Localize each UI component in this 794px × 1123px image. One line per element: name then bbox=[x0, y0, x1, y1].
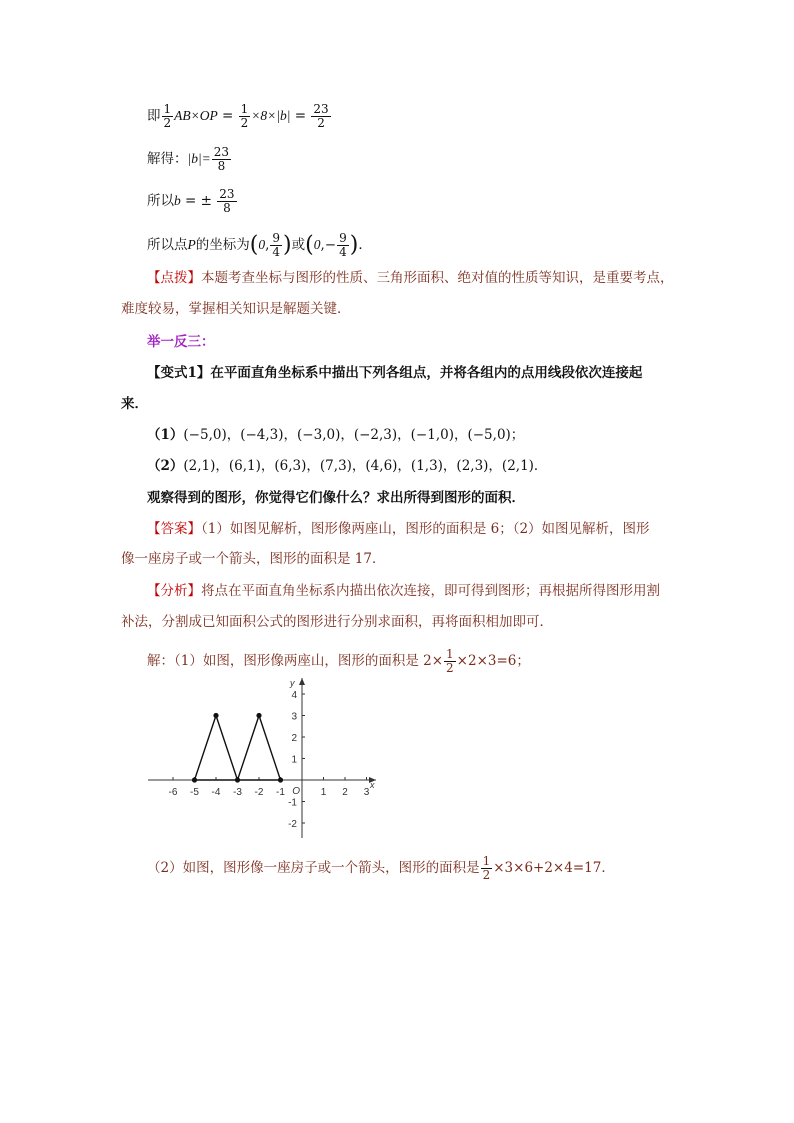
y-tick-label: 1 bbox=[291, 754, 297, 766]
y-tick-label: 3 bbox=[291, 711, 297, 723]
y-tick-label: 2 bbox=[291, 733, 297, 744]
x-tick-label: -4 bbox=[211, 787, 221, 798]
eq-prefix: 即 bbox=[147, 108, 161, 124]
origin-label: O bbox=[292, 786, 300, 797]
variant-line-1: 【变式1】在平面直角坐标系中描出下列各组点，并将各组内的点用线段依次连接起 bbox=[147, 365, 643, 381]
fraction: $\frac{9}{4}$ bbox=[339, 231, 347, 259]
x-tick-label: -3 bbox=[233, 787, 242, 798]
tip-line-2: 难度较易，掌握相关知识是解题关键． bbox=[121, 301, 351, 317]
so-b-line: 所以b = ± $\frac{23}{8}$ bbox=[147, 187, 235, 215]
point-p-line: 所以点P的坐标为(0, $\frac{9}{4}$ )或(0,− $\frac{9}{4}$ )． bbox=[147, 231, 372, 259]
x-tick-label: -1 bbox=[276, 787, 285, 798]
solution-1: 解：（1）如图，图形像两座山，图形的面积是 2× $\frac{1}{2}$ ×2×3=6； bbox=[147, 647, 530, 675]
fraction: $\frac{1}{2}$ bbox=[482, 854, 491, 882]
variant-tag: 【变式1】 bbox=[147, 365, 211, 381]
series-line bbox=[195, 716, 281, 781]
group-2: （2）(2,1)，(6,1)，(6,3)，(7,3)，(4,6)，(1,3)，(2,3)，(2,1)． bbox=[147, 458, 548, 474]
analysis-line-2: 补法，分割成已知面积公式的图形进行分别求面积，再将面积相加即可． bbox=[121, 614, 553, 630]
data-point bbox=[256, 713, 261, 718]
analysis-line-1: 【分析】将点在平面直角坐标系内描出依次连接，即可得到图形；再根据所得图形用割 bbox=[147, 583, 660, 599]
analysis-tag: 【分析】 bbox=[147, 583, 201, 599]
solve-line: 解得：|b|= $\frac{23}{8}$ bbox=[147, 145, 230, 173]
ab-op-term: AB×OP bbox=[174, 108, 218, 123]
variant-line-2: 来． bbox=[121, 396, 148, 412]
y-tick-label: -2 bbox=[288, 819, 297, 830]
x-tick-label: -2 bbox=[254, 787, 264, 798]
answer-line-1: 【答案】（1）如图见解析，图形像两座山，图形的面积是 6；（2）如图见解析，图形 bbox=[147, 521, 650, 537]
data-point bbox=[278, 777, 283, 782]
fraction: $\frac{23}{8}$ bbox=[219, 187, 235, 215]
y-axis-arrow bbox=[299, 678, 305, 685]
x-axis-label: x bbox=[370, 780, 375, 790]
x-tick-label: 1 bbox=[320, 787, 327, 798]
question: 观察得到的图形，你觉得它们像什么？求出所得到图形的面积． bbox=[147, 490, 525, 506]
data-point bbox=[192, 777, 197, 782]
tip-line-1: 【点拨】本题考查坐标与图形的性质、三角形面积、绝对值的性质等知识，是重要考点， bbox=[147, 270, 674, 286]
answer-tag: 【答案】 bbox=[147, 521, 201, 537]
abs-b: |b| bbox=[276, 108, 291, 123]
y-tick-label: -1 bbox=[288, 797, 297, 809]
fraction: $\frac{1}{2}$ bbox=[240, 102, 249, 130]
fraction: $\frac{23}{8}$ bbox=[213, 145, 230, 173]
practice-title: 举一反三： bbox=[147, 334, 215, 350]
group-1: （1）(−5,0)，(−4,3)，(−3,0)，(−2,3)，(−1,0)，(−5,0)； bbox=[147, 427, 525, 443]
fraction: $\frac{1}{2}$ bbox=[446, 647, 454, 675]
solution-2: （2）如图，图形像一座房子或一个箭头，图形的面积是 $\frac{1}{2}$ ×3×6+2×4=17． bbox=[147, 854, 615, 882]
coordinate-plot bbox=[140, 672, 390, 842]
fraction: $\frac{23}{2}$ bbox=[313, 102, 329, 130]
equation-area: 即 $\frac{1}{2}$ AB×OP = $\frac{1}{2}$ ×8×|b| = $\frac{23}{2}$ bbox=[147, 102, 329, 130]
fraction: $\frac{1}{2}$ bbox=[163, 102, 172, 130]
x-tick-label: -5 bbox=[190, 787, 199, 798]
data-point bbox=[213, 713, 218, 718]
answer-line-2: 像一座房子或一个箭头，图形的面积是 17． bbox=[121, 551, 386, 567]
x-tick-label: 2 bbox=[342, 787, 348, 798]
data-point bbox=[235, 777, 240, 782]
y-axis-label: y bbox=[290, 678, 295, 688]
fraction: $\frac{9}{4}$ bbox=[272, 231, 281, 259]
x-tick-label: -6 bbox=[168, 787, 178, 798]
y-tick-label: 4 bbox=[291, 690, 297, 701]
tip-tag: 【点拨】 bbox=[147, 270, 201, 286]
x-tick-label: 3 bbox=[363, 787, 370, 798]
